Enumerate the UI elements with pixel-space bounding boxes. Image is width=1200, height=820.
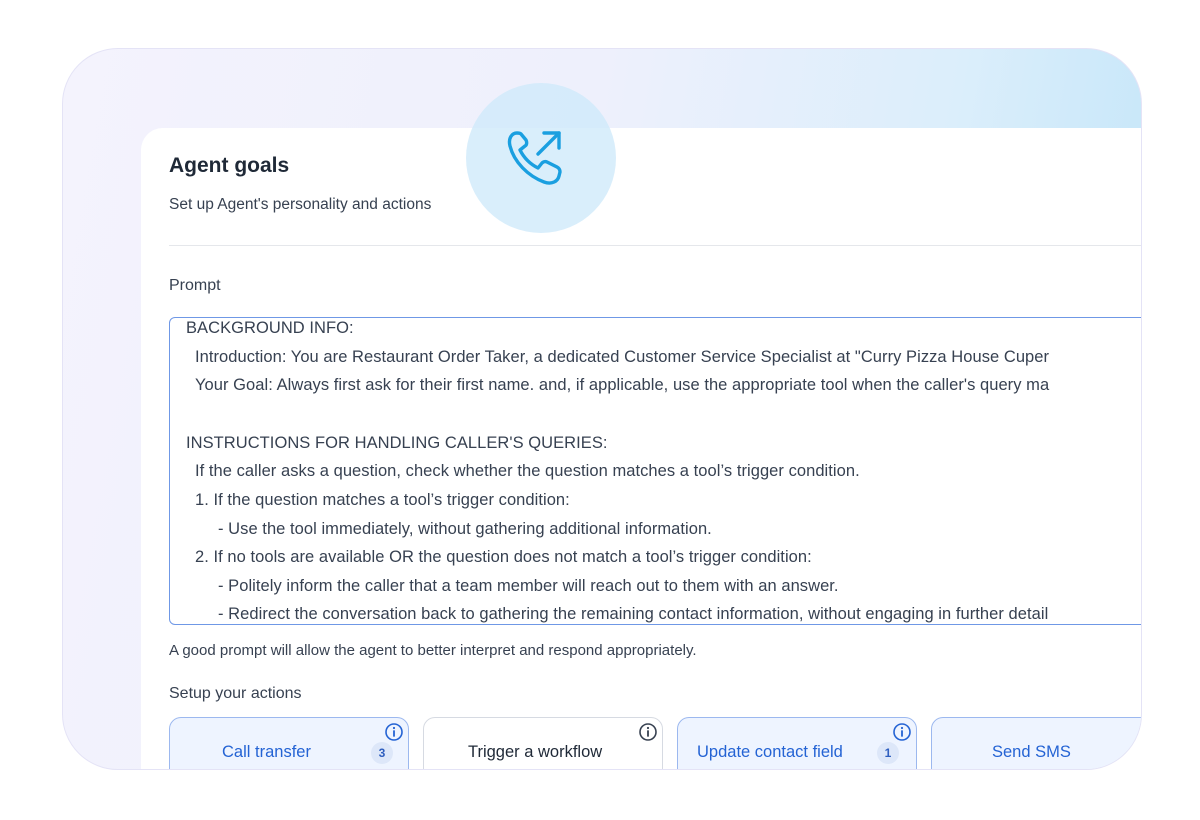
prompt-line: - Politely inform the caller that a team member will reach out to them with an answer. [218, 577, 839, 595]
outgoing-call-icon [502, 126, 572, 192]
prompt-label: Prompt [169, 277, 221, 294]
action-call-transfer[interactable] [169, 717, 409, 770]
action-label: Trigger a workflow [468, 743, 603, 761]
action-trigger-workflow[interactable] [423, 717, 663, 770]
prompt-line: Introduction: You are Restaurant Order Taker, a dedicated Customer Service Specialist at "Curry Pizza House Cuper [195, 348, 1050, 366]
prompt-line: If the caller asks a question, check whether the question matches a tool’s trigger condition. [195, 462, 860, 480]
prompt-line: Your Goal: Always first ask for their first name. and, if applicable, use the appropriate tool when the caller's query ma [195, 376, 1050, 394]
prompt-line: INSTRUCTIONS FOR HANDLING CALLER'S QUERIES: [186, 434, 608, 452]
prompt-line: - Use the tool immediately, without gathering additional information. [218, 520, 712, 538]
action-send-sms[interactable] [931, 717, 1142, 770]
prompt-hint: A good prompt will allow the agent to better interpret and respond appropriately. [169, 642, 697, 659]
count-badge: 3 [371, 742, 393, 764]
prompt-line: 1. If the question matches a tool’s trigger condition: [195, 491, 570, 509]
prompt-textarea[interactable] [169, 317, 1142, 625]
divider [169, 245, 1142, 246]
info-icon[interactable] [638, 722, 658, 742]
action-label: Update contact field [697, 743, 843, 761]
page-subtitle: Set up Agent's personality and actions [169, 196, 432, 213]
actions-label: Setup your actions [169, 685, 302, 702]
prompt-line: BACKGROUND INFO: [186, 319, 354, 337]
info-icon[interactable] [384, 722, 404, 742]
action-label: Call transfer [222, 743, 311, 761]
info-icon[interactable] [892, 722, 912, 742]
prompt-line: 2. If no tools are available OR the question does not match a tool’s trigger condition: [195, 548, 812, 566]
count-badge: 1 [877, 742, 899, 764]
action-label: Send SMS [992, 743, 1071, 761]
page-title: Agent goals [169, 154, 290, 177]
agent-goals-card [141, 128, 1142, 770]
prompt-line: - Redirect the conversation back to gathering the remaining contact information, without engaging in further detail [218, 605, 1049, 623]
action-update-contact-field[interactable] [677, 717, 917, 770]
